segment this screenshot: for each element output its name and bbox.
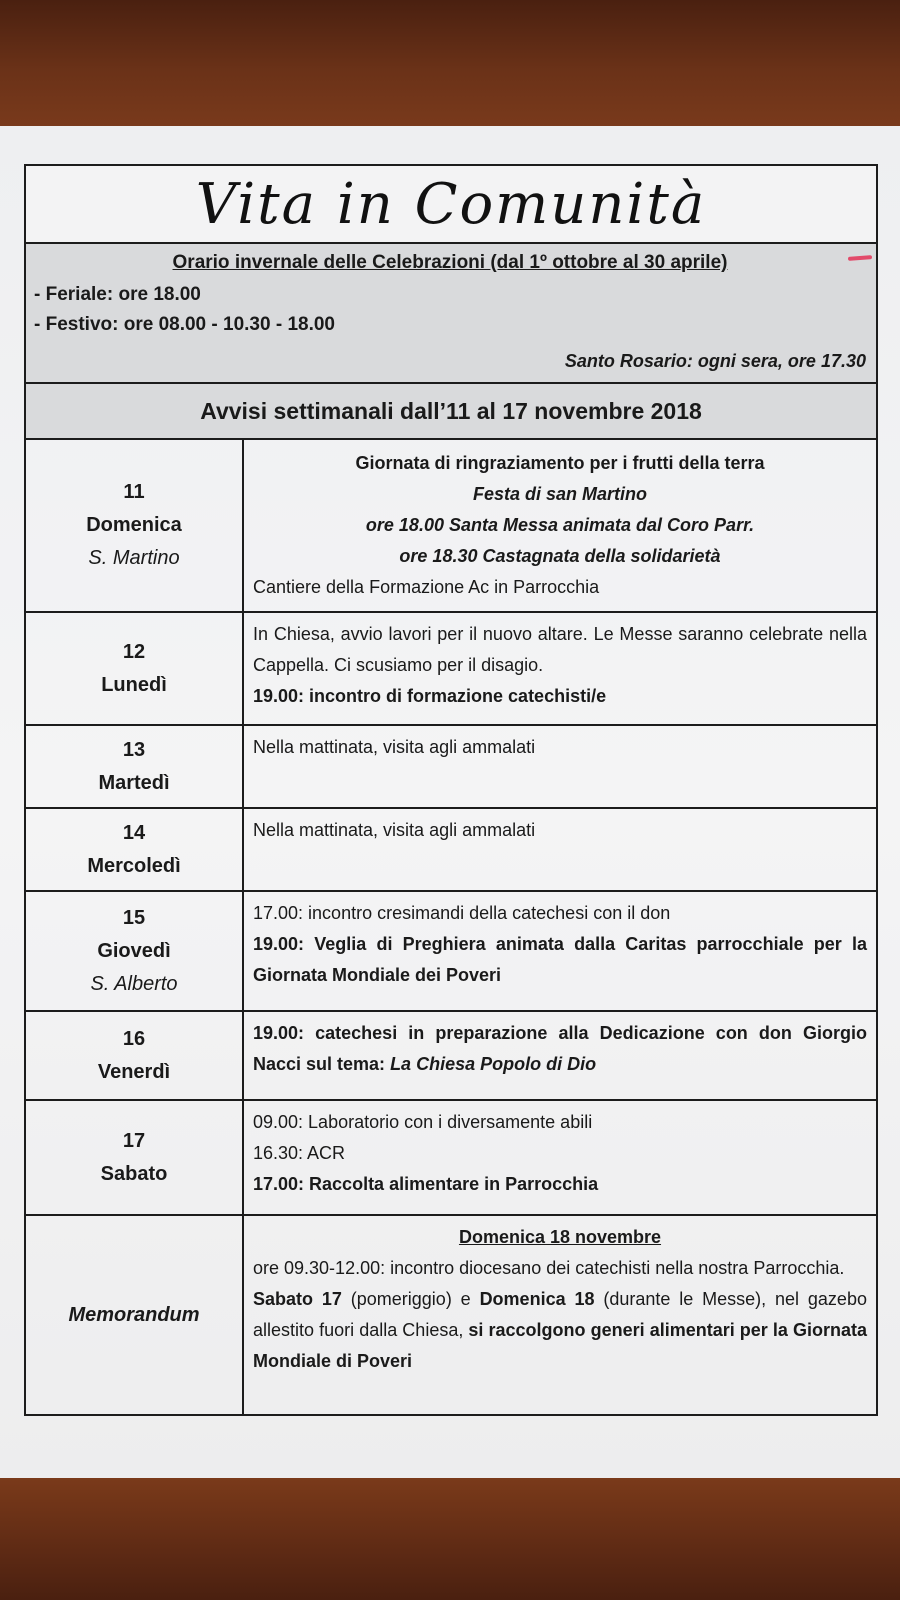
day-row-13 (26, 725, 876, 808)
day-cell (26, 440, 243, 612)
events-cell (243, 1011, 876, 1100)
memo-text: (pomeriggio) e (341, 1289, 480, 1310)
day-cell (26, 1100, 243, 1215)
day-name: Lunedì (101, 673, 167, 696)
day-saint: S. Martino (88, 547, 180, 570)
memorandum-cell (243, 1215, 876, 1414)
events-cell (243, 440, 876, 612)
event-line: Cantiere della Formazione Ac in Parrocchia (253, 577, 600, 598)
day-row-16 (26, 1011, 876, 1100)
weekday-mass-times: - Feriale: ore 18.00 (34, 284, 201, 305)
day-name: Mercoledì (87, 854, 181, 877)
bulletin-table (24, 164, 878, 1416)
day-number: 12 (122, 640, 146, 663)
memo-sunday: Domenica 18 (479, 1289, 595, 1310)
rosary-times: Santo Rosario: ogni sera, ore 17.30 (564, 351, 866, 371)
event-line: Festa di san Martino (472, 484, 648, 505)
event-line: Giornata di ringraziamento per i frutti della terra (355, 453, 765, 474)
day-number: 15 (122, 906, 146, 929)
memorandum-label: Memorandum (68, 1303, 200, 1326)
events-cell (243, 725, 876, 808)
day-row-17 (26, 1100, 876, 1215)
memorandum-line: ore 09.30-12.00: incontro diocesano dei catechisti nella nostra Parrocchia. (253, 1258, 845, 1279)
events-cell (243, 612, 876, 725)
day-name: Venerdì (97, 1060, 171, 1083)
memorandum-collection (253, 1284, 867, 1377)
memo-saturday: Sabato 17 (253, 1289, 342, 1310)
day-row-14 (26, 808, 876, 891)
pen-mark (848, 255, 872, 261)
memo-collect: si raccolgono generi alimentari per la Giornata Mondiale di Poveri (253, 1320, 867, 1372)
events-cell (243, 891, 876, 1011)
day-row-11 (26, 440, 876, 612)
event-line (253, 1018, 867, 1080)
event-theme: La Chiesa Popolo di Dio (390, 1054, 597, 1075)
events-cell (243, 808, 876, 891)
memorandum-heading: Domenica 18 novembre (458, 1227, 662, 1248)
day-row-12 (26, 612, 876, 725)
wooden-table-top (0, 0, 900, 130)
day-name: Martedì (98, 771, 170, 794)
memorandum-row (26, 1215, 876, 1414)
day-cell (26, 1011, 243, 1100)
day-row-15 (26, 891, 876, 1011)
day-number: 11 (123, 481, 145, 504)
memo-text: (durante le Messe), nel gazebo allestito fuori dalla Chiesa, (253, 1289, 867, 1341)
event-line: Nella mattinata, visita agli ammalati (253, 820, 536, 841)
day-name: Giovedì (97, 939, 171, 962)
event-line: 17.00: Raccolta alimentare in Parrocchia (253, 1174, 599, 1195)
schedule-heading: Orario invernale delle Celebrazioni (dal 1º ottobre al 30 aprile) (172, 252, 728, 273)
days-table (26, 440, 876, 1414)
day-number: 16 (122, 1027, 146, 1050)
day-number: 14 (122, 821, 146, 844)
event-line: ore 18.30 Castagnata della solidarietà (399, 546, 721, 567)
event-text: 19.00: catechesi in preparazione alla Dedicazione con don Giorgio Nacci sul tema: (253, 1023, 867, 1075)
page-title: Vita in Comunità (195, 171, 707, 237)
event-line: 19.00: Veglia di Preghiera animata dalla Caritas parrocchiale per la Giornata Mondiale dei Poveri (253, 934, 867, 986)
day-name: Sabato (100, 1162, 168, 1185)
event-line: 09.00: Laboratorio con i diversamente abili (253, 1112, 593, 1133)
day-number: 13 (122, 738, 146, 761)
day-cell (26, 612, 243, 725)
day-name: Domenica (86, 514, 182, 537)
events-cell (243, 1100, 876, 1215)
day-cell (26, 808, 243, 891)
day-number: 17 (122, 1129, 146, 1152)
weekly-notices-heading: Avvisi settimanali dall’11 al 17 novembre 2018 (26, 384, 876, 440)
day-cell (26, 725, 243, 808)
day-saint: S. Alberto (90, 972, 178, 995)
event-line: 17.00: incontro cresimandi della catechesi con il don (253, 903, 671, 924)
event-line: ore 18.00 Santa Messa animata dal Coro Parr. (365, 515, 755, 536)
day-cell (26, 891, 243, 1011)
memorandum-label-cell (26, 1215, 243, 1414)
event-line: In Chiesa, avvio lavori per il nuovo altare. Le Messe saranno celebrate nella Cappella. Ci scusiamo per il disagio. (253, 624, 867, 676)
event-line: 19.00: incontro di formazione catechisti/e (253, 686, 607, 707)
holiday-mass-times: - Festivo: ore 08.00 - 10.30 - 18.00 (34, 314, 335, 335)
event-line: Nella mattinata, visita agli ammalati (253, 737, 536, 758)
title-row (26, 166, 876, 244)
winter-schedule (26, 244, 876, 384)
wooden-table-bottom (0, 1478, 900, 1600)
event-line: 16.30: ACR (253, 1143, 346, 1164)
